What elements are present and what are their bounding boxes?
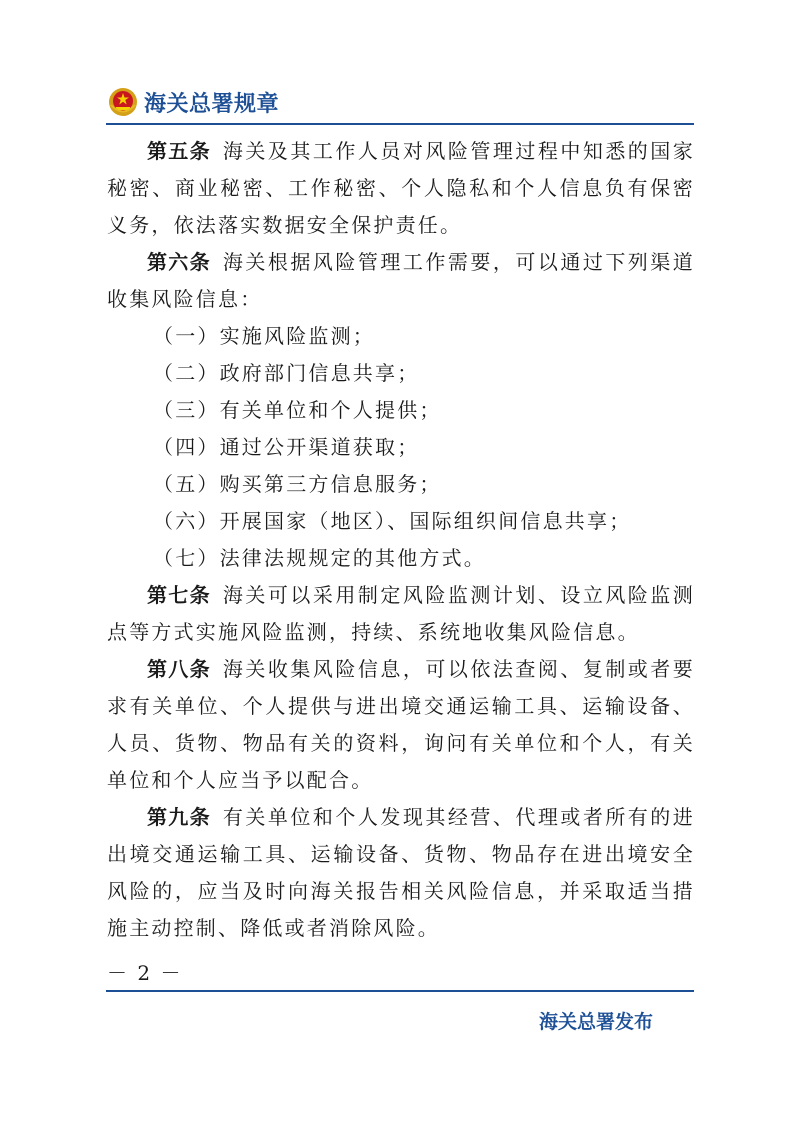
channel-item: （二）政府部门信息共享； [153, 361, 420, 385]
article-label: 第九条 [147, 805, 211, 829]
article-9 [107, 799, 695, 947]
article-label: 第五条 [147, 139, 211, 163]
header-title: 海关总署规章 [144, 91, 280, 117]
footer-divider [106, 990, 694, 992]
document-body [107, 133, 695, 947]
footer-publisher: 海关总署发布 [538, 1011, 653, 1033]
article-8 [107, 651, 695, 799]
channel-item: （四）通过公开渠道获取； [153, 435, 420, 459]
channel-item: （一）实施风险监测； [153, 324, 375, 348]
article-text: 海关根据风险管理工作需要，可以通过下列渠道收集风险信息： [107, 250, 696, 311]
article-5 [107, 133, 695, 244]
article-text: 海关可以采用制定风险监测计划、设立风险监测点等方式实施风险监测，持续、系统地收集风险信息。 [107, 583, 696, 644]
channel-item: （七）法律法规规定的其他方式。 [153, 546, 486, 570]
channel-item: （六）开展国家（地区）、国际组织间信息共享； [153, 509, 632, 533]
channel-item: （五）购买第三方信息服务； [153, 472, 442, 496]
article-label: 第七条 [147, 583, 211, 607]
article-text: 海关及其工作人员对风险管理过程中知悉的国家秘密、商业秘密、工作秘密、个人隐私和个人信息负有保密义务，依法落实数据安全保护责任。 [107, 139, 696, 237]
article-7 [107, 577, 695, 651]
article-label: 第八条 [147, 657, 211, 681]
page-number: － 2 － [107, 961, 183, 985]
article-label: 第六条 [147, 250, 211, 274]
document-header [108, 84, 279, 120]
article-text: 海关收集风险信息，可以依法查阅、复制或者要求有关单位、个人提供与进出境交通运输工具、运输设备、人员、货物、物品有关的资料，询问有关单位和个人，有关单位和个人应当予以配合。 [107, 657, 696, 792]
channel-item: （三）有关单位和个人提供； [153, 398, 442, 422]
article-6 [107, 244, 695, 318]
article-text: 有关单位和个人发现其经营、代理或者所有的进出境交通运输工具、运输设备、货物、物品存在进出境安全风险的，应当及时向海关报告相关风险信息，并采取适当措施主动控制、降低或者消除风险。 [107, 805, 696, 940]
header-divider [106, 123, 694, 125]
national-emblem-icon [108, 87, 138, 117]
